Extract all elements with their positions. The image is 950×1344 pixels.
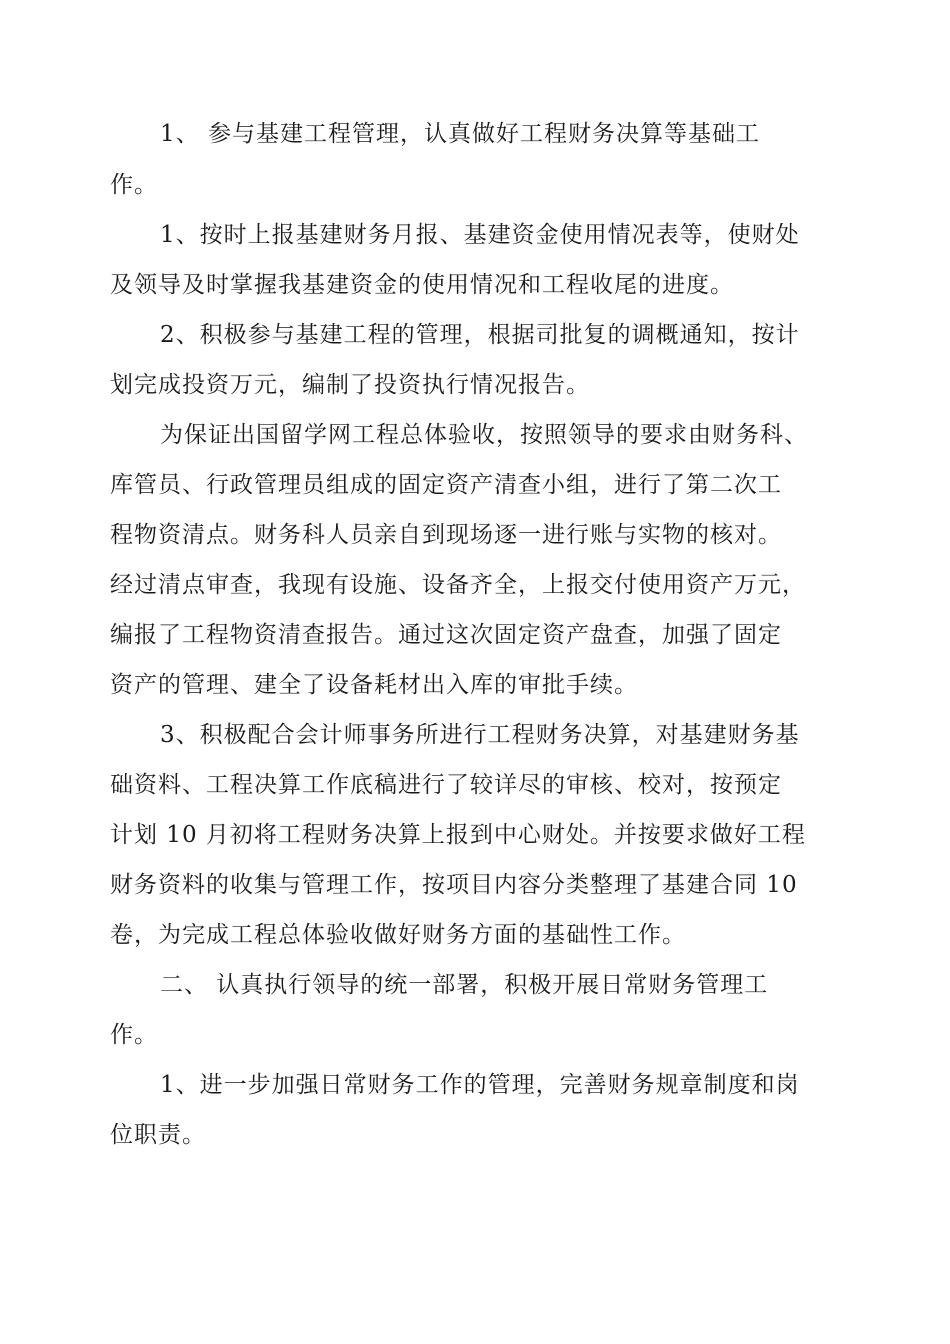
text-line: 经过清点审查，我现有设施、设备齐全，上报交付使用资产万元， bbox=[110, 572, 806, 598]
text-line: 作。 bbox=[110, 172, 158, 198]
text-line: 为保证出国留学网工程总体验收，按照领导的要求由财务科、 bbox=[160, 422, 808, 448]
text-line: 计划 10 月初将工程财务决算上报到中心财处。并按要求做好工程 bbox=[110, 822, 806, 848]
text-line: 划完成投资万元，编制了投资执行情况报告。 bbox=[110, 372, 590, 398]
text-line: 编报了工程物资清查报告。通过这次固定资产盘查，加强了固定 bbox=[110, 622, 782, 648]
text-line: 二、 认真执行领导的统一部署，积极开展日常财务管理工 bbox=[160, 972, 769, 998]
text-line: 作。 bbox=[110, 1022, 158, 1048]
text-line: 库管员、行政管理员组成的固定资产清查小组，进行了第二次工 bbox=[110, 472, 782, 498]
text-line: 3、积极配合会计师事务所进行工程财务决算，对基建财务基 bbox=[160, 722, 800, 748]
text-line: 1、按时上报基建财务月报、基建资金使用情况表等，使财处 bbox=[160, 222, 800, 248]
text-line: 1、 参与基建工程管理，认真做好工程财务决算等基础工 bbox=[160, 121, 760, 147]
text-line: 位职责。 bbox=[110, 1122, 206, 1148]
text-line: 及领导及时掌握我基建资金的使用情况和工程收尾的进度。 bbox=[110, 272, 734, 298]
text-line: 程物资清点。财务科人员亲自到现场逐一进行账与实物的核对。 bbox=[110, 522, 782, 548]
text-line: 卷，为完成工程总体验收做好财务方面的基础性工作。 bbox=[110, 922, 686, 948]
text-line: 1、进一步加强日常财务工作的管理，完善财务规章制度和岗 bbox=[160, 1072, 800, 1098]
text-line: 础资料、工程决算工作底稿进行了较详尽的审核、校对，按预定 bbox=[110, 772, 782, 798]
text-line: 资产的管理、建全了设备耗材出入库的审批手续。 bbox=[110, 672, 638, 698]
text-line: 2、积极参与基建工程的管理，根据司批复的调概通知，按计 bbox=[160, 322, 800, 348]
text-line: 财务资料的收集与管理工作，按项目内容分类整理了基建合同 10 bbox=[110, 872, 798, 898]
